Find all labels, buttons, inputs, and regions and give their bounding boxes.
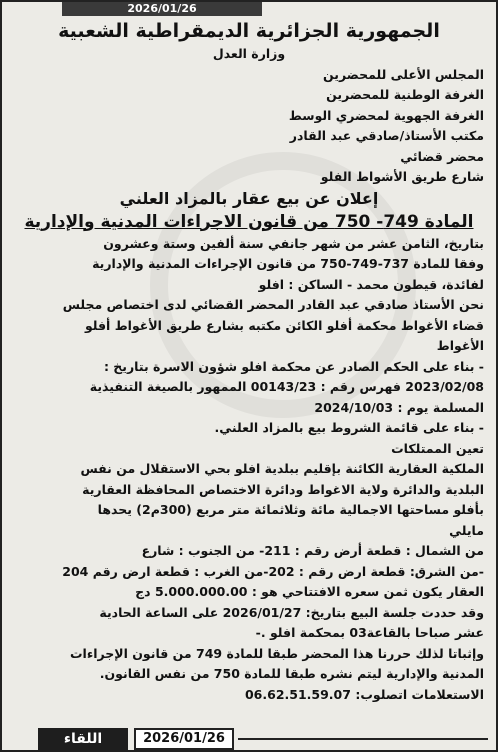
- ministry-line: وزارة العدل: [212, 46, 286, 61]
- announcement-title: إعلان عن بيع عقار بالمزاد العلني: [119, 188, 379, 208]
- header-line-regional-chamber: الغرفة الجهوية لمحضري الوسط: [288, 107, 484, 123]
- body-line: 2023/02/08 فهرس رقم : 00143/23 الممهور بالصيغة التنفيذية: [89, 379, 484, 394]
- body-line: وقد حددت جلسة البيع بتاريخ: 2026/01/27 على الساعة الحادية: [99, 604, 484, 620]
- article-title: [14, 210, 484, 234]
- header-line-address: شارع طريق الأشواط الفلو: [320, 169, 484, 184]
- republic-title: الجمهورية الجزائرية الديمقراطية الشعبية: [58, 20, 440, 42]
- properties-heading: تعين الممتلكات: [391, 440, 484, 456]
- body-line: بأفلو مساحتها الاجمالية مائة وثلاثمائة متر مربع (300م2) يحدها: [97, 502, 484, 517]
- header-line-national-chamber: الغرفة الوطنية للمحضرين: [326, 87, 484, 102]
- header-line-bailiff: محضر قضائي: [400, 148, 484, 164]
- notice-body: [14, 18, 484, 705]
- body-line: وفقا للمادة 737-749-750 من قانون الإجراءات المدنية والإدارية: [92, 256, 484, 271]
- body-line: لفائدة، قيطون محمد - الساكن : افلو: [258, 276, 484, 292]
- newspaper-brand: اللقاء: [38, 728, 128, 750]
- body-line: البلدية والدائرة ولاية الاغواط ودائرة الاختصاص المحافظة العقارية: [82, 481, 484, 497]
- contact-line: الاستعلامات اتصلوب: 06.62.51.59.07: [244, 686, 484, 702]
- body-line: الأغواط: [436, 338, 484, 353]
- footer-date: 2026/01/26: [134, 728, 234, 750]
- header-line-council: المجلس الأعلى للمحضرين: [323, 66, 484, 82]
- body-line: المسلمة يوم : 2024/10/03: [314, 399, 484, 415]
- body-line: بتاريخ، الثامن عشر من شهر جانفي سنة ألفين وستة وعشرون: [103, 235, 484, 251]
- body-line: عشر صباحا بالقاعة03 بمحكمة افلو .-: [255, 625, 484, 640]
- body-line: العقار يكون ثمن سعره الافتتاحي هو : 5.000.000.00 دج: [135, 584, 484, 599]
- body-line: قضاء الأغواط محكمة أفلو الكائن مكتبه بشارع طريق الأغواط أفلو: [84, 317, 484, 333]
- body-line: وإثباتا لذلك حررنا هذا المحضر طبقا للمادة 749 من قانون الإجراءات: [70, 645, 484, 661]
- body-line: نحن الأستاذ صادقي عبد القادر المحضر القضائي لدى اختصاص مجلس: [62, 297, 484, 312]
- body-line: الملكية العقارية الكائنة بإقليم ببلدية افلو بحي الاستقلال من نفس: [80, 461, 484, 476]
- body-line: - بناء على قائمة الشروط بيع بالمزاد العلني.: [214, 420, 484, 435]
- body-line: مايلي: [449, 522, 484, 538]
- body-line: من الشمال : قطعة أرض رقم : 211- من الجنوب : شارع: [141, 543, 484, 558]
- footer: [2, 728, 496, 750]
- footer-rule: [238, 738, 488, 740]
- body-line: -من الشرق: قطعة ارض رقم : 202-من الغرب : قطعة ارض رقم 204: [62, 563, 484, 579]
- article-title-text: المادة 749- 750 من قانون الاجراءات المدنية والإدارية: [24, 211, 474, 232]
- body-line: - بناء على الحكم الصادر عن محكمة افلو شؤون الاسرة بتاريخ :: [103, 358, 484, 374]
- body-line: المدنية والإدارية ليتم نشره طبقا للمادة 750 من نفس القانون.: [99, 666, 484, 681]
- top-date-strip: 2026/01/26: [62, 2, 262, 16]
- header-line-office: مكتب الأستاذ/صادقي عبد القادر: [289, 128, 484, 143]
